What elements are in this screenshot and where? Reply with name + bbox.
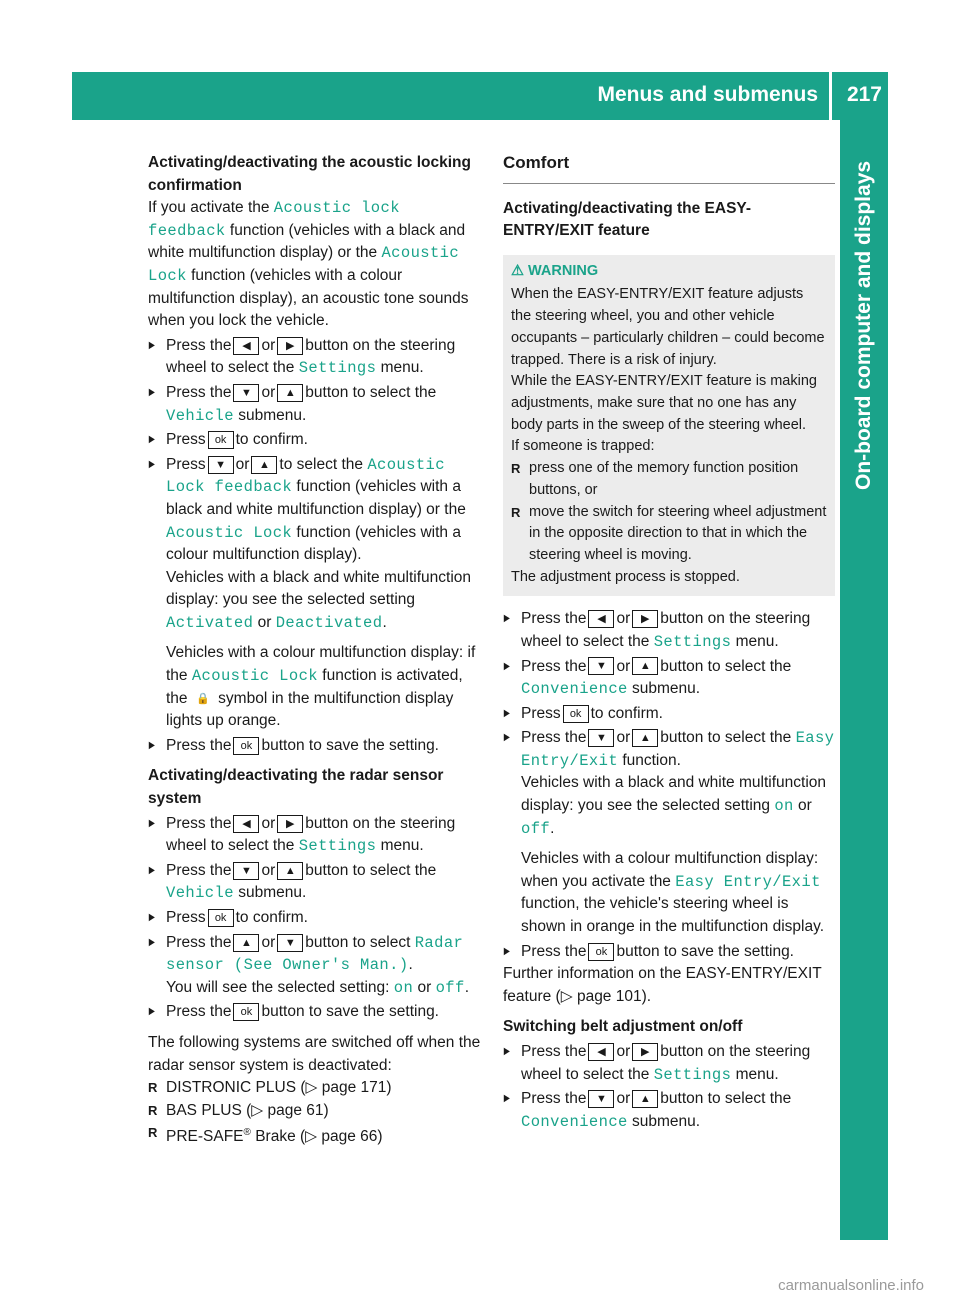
ok-key-icon: ok <box>588 943 614 961</box>
warning-text: When the EASY-ENTRY/EXIT feature adjusts the steering wheel, you and other vehicle occupants – particularly children – could become trapped. There is a risk of injury. <box>511 286 825 368</box>
warning-triangle-icon: ⚠ <box>511 262 524 279</box>
up-arrow-icon: ▲ <box>277 384 303 402</box>
left-arrow-icon: ◀ <box>588 610 614 628</box>
warning-title: ⚠ WARNING <box>511 262 599 279</box>
ok-key-icon: ok <box>233 737 259 755</box>
section-divider <box>503 183 835 184</box>
header-title: Menus and submenus <box>597 83 818 106</box>
step: ▶ Press ok to confirm. <box>503 703 835 726</box>
list-item: R DISTRONIC PLUS (▷ page 171) <box>148 1077 484 1100</box>
warning-text: While the EASY-ENTRY/EXIT feature is making adjustments, make sure that no one has any body parts in the sweep of the steering wheel. <box>511 373 817 433</box>
step: ▶ Press the ▼ or ▲ button to select the Vehicle submenu. <box>148 382 484 427</box>
step: ▶ Press the ◀ or ▶ button on the steering wheel to select the Settings menu. <box>148 335 484 380</box>
down-arrow-icon: ▼ <box>233 384 259 402</box>
warning-text: The adjustment process is stopped. <box>511 568 740 585</box>
left-arrow-icon: ◀ <box>588 1043 614 1061</box>
right-arrow-icon: ▶ <box>632 1043 658 1061</box>
step: ▶ Press the ok button to save the setting. <box>148 735 484 758</box>
down-arrow-icon: ▼ <box>588 657 614 675</box>
right-arrow-icon: ▶ <box>277 337 303 355</box>
heading-belt-adjustment: Switching belt adjustment on/off <box>503 1018 743 1036</box>
up-arrow-icon: ▲ <box>632 1090 658 1108</box>
side-tab-label-wrap <box>842 160 886 490</box>
left-arrow-icon: ◀ <box>233 815 259 833</box>
step: ▶ Press the ◀ or ▶ button on the steering wheel to select the Settings menu. <box>503 608 835 653</box>
up-arrow-icon: ▲ <box>632 657 658 675</box>
down-arrow-icon: ▼ <box>208 456 234 474</box>
down-arrow-icon: ▼ <box>233 862 259 880</box>
step: ▶ Press the ok button to save the setting. <box>148 1001 484 1024</box>
watermark: carmanualsonline.info <box>778 1277 924 1294</box>
down-arrow-icon: ▼ <box>588 729 614 747</box>
up-arrow-icon: ▲ <box>277 862 303 880</box>
down-arrow-icon: ▼ <box>277 934 303 952</box>
step: ▶ Press the ◀ or ▶ button on the steering wheel to select the Settings menu. <box>503 1041 835 1086</box>
step: ▶ Press ok to confirm. <box>148 429 484 452</box>
ok-key-icon: ok <box>208 909 234 927</box>
radar-info-paragraph: The following systems are switched off when the radar sensor system is deactivated: <box>148 1033 481 1074</box>
down-arrow-icon: ▼ <box>588 1090 614 1108</box>
lock-icon: 🔒 <box>196 692 210 705</box>
ok-key-icon: ok <box>563 705 589 723</box>
list-item: R press one of the memory function position buttons, or <box>511 458 827 501</box>
ok-key-icon: ok <box>208 431 234 449</box>
intro-paragraph: If you activate the Acoustic lock feedback function (vehicles with a black and white multifunction display) or the Acoustic Lock function (vehicles with a colour multifunction display), an acoustic tone sounds when you lock the vehicle. <box>148 199 469 330</box>
step: ▶ Press ok to confirm. <box>148 907 484 930</box>
up-arrow-icon: ▲ <box>251 456 277 474</box>
header-bar <box>72 72 888 120</box>
step: ▶ Press the ▼ or ▲ button to select the Convenience submenu. <box>503 656 835 701</box>
page-number: 217 <box>846 83 882 106</box>
list-item: R move the switch for steering wheel adjustment in the opposite direction to that in which the steering wheel is moving. <box>511 502 827 567</box>
step: ▶ Press ▼ or ▲ to select the Acoustic Lock feedback function (vehicles with a black and white multifunction display) or the Acoustic Lock function (vehicles with a colour multifunction display). Vehicles with a black and white multifunction display: you see the selected setting Activated or Deactivated. Vehicles with a colour multifunction display: if the Acoustic Lock function is activated, the 🔒 symbol in the multifunction display lights up orange. <box>148 454 484 733</box>
step: ▶ Press the ▼ or ▲ button to select the Vehicle submenu. <box>148 860 484 905</box>
step: ▶ Press the ▼ or ▲ button to select the Convenience submenu. <box>503 1088 835 1133</box>
right-arrow-icon: ▶ <box>632 610 658 628</box>
list-item: R PRE-SAFE® Brake (▷ page 66) <box>148 1122 484 1149</box>
list-item: R BAS PLUS (▷ page 61) <box>148 1100 484 1123</box>
ok-key-icon: ok <box>233 1003 259 1021</box>
warning-box <box>503 255 835 597</box>
heading-easy-entry: Activating/deactivating the EASY-ENTRY/EXIT feature <box>503 199 752 240</box>
right-column <box>503 152 835 1133</box>
left-column <box>148 152 484 1149</box>
side-tab-label: On-board computer and displays <box>852 160 875 490</box>
warning-text: If someone is trapped: <box>511 438 655 455</box>
further-info-paragraph: Further information on the EASY-ENTRY/EXIT feature (▷ page 101). <box>503 965 822 1005</box>
step: ▶ Press the ▼ or ▲ button to select the Easy Entry/Exit function. Vehicles with a black and white multifunction display: you see the selected setting on or off. Vehicles with a colour multifunction display: when you activate the Easy Entry/Exit function, the vehicle's steering wheel is shown in orange in the multifunction display. <box>503 727 835 938</box>
heading-acoustic-locking: Activating/deactivating the acoustic locking confirmation <box>148 154 471 194</box>
step: ▶ Press the ▲ or ▼ button to select Radar sensor (See Owner's Man.). You will see the selected setting: on or off. <box>148 932 484 1000</box>
up-arrow-icon: ▲ <box>233 934 259 952</box>
heading-radar-sensor: Activating/deactivating the radar sensor system <box>148 767 444 808</box>
left-arrow-icon: ◀ <box>233 337 259 355</box>
section-title: Comfort <box>503 153 570 172</box>
step: ▶ Press the ok button to save the setting. <box>503 941 835 964</box>
right-arrow-icon: ▶ <box>277 815 303 833</box>
step: ▶ Press the ◀ or ▶ button on the steering wheel to select the Settings menu. <box>148 813 484 858</box>
header-divider <box>829 72 832 120</box>
up-arrow-icon: ▲ <box>632 729 658 747</box>
